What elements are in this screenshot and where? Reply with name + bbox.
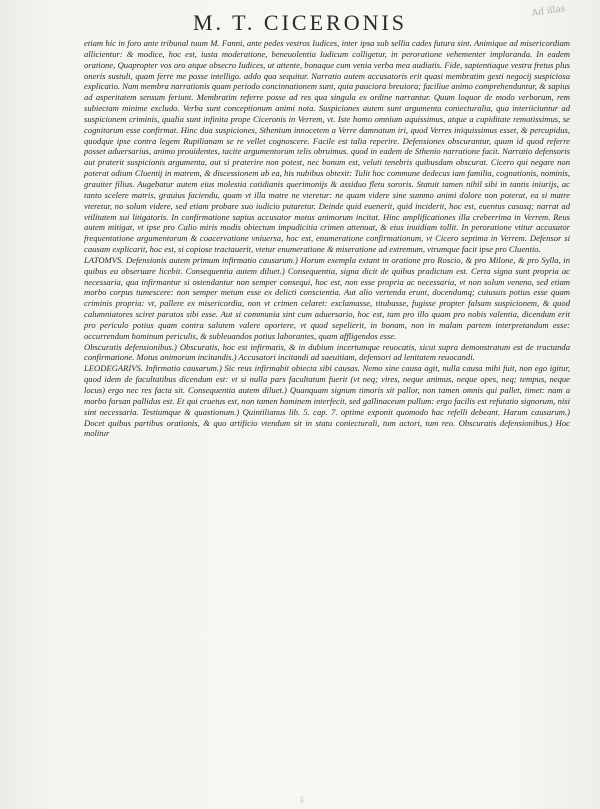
paragraph-3: Obscuratis defensionibus.) Obscuratis, hoc est infirmatis, & in dubium incertumque reuocatis, sicut supra demonstratum est de tractanda confirmatione. Motus animorum incitandis.) Accusatori incitandi ad saeuitiam, defensori ad lenitatem reuocandi. — [84, 341, 570, 363]
paragraph-1: etiam hic in foro ante tribunal tuum M. Fanni, ante pedes vestros Iudices, inter ipsa sub sellia cades futura sint. Animique ad misericordiam allicientur: & modice, hoc est, iusta moderatione, beneuolentia Iudicum colligetur, in peroratione vehementer imploranda. In eadem oratione, Quapropter vos oro atque obsecro Iudices, ut attente, bonaque cum venia verba mea audiatis. Fide, sapientiaque vestra fretus plus oneris sustuli, quam ferre me posse intelligo. addo qua sequitur. Narratio autem accusatoris erit quasi membratim gesti negocij suspiciosa explicatio. Nam membra narrationis quam periodo concinnationem sunt, quia pauciora breuiora; faciliue animo comprehenduntur, & sapius ad asperitatem sensum feriunt. Membratim referre posse ad res qua singula ex ordine narrantur. Quum loquor de modo verborum, rem subiectam minime excludo. Verba sunt conceptionum animi nota. Suspiciones autem sunt argumenta coniecturalia, qua interiiciuntur ad suspicionem criminis, qualia sunt infinita prope Ciceronis in Verrem, vt. Iste homo omnium aquissimus, atque a cupiditate remotissimus, se cognitorum esse confirmat. Hinc dua suspiciones, Sthenium innocetem a Verre damnatum iri, quod Verres iniquissimus esset, & percupidus, quodque ipse contra legem Rupilianam se re vellet cognoscere. Facile est talia reperire. Defensiones obscurantur, quum id quod referre posset aduersarius, animo prouidentes, tacite argumentorum telis obruimus. quod in eadem de Sthenio narratione facit. Narratio defensoris aut praterit suspicionis argumenta, aut si praterire non potest, nec bonum est, veluti tenebris quibusdam obscurat. Cicero qui negare non poterat odium Cluentij in matrem, & discessionem ab ea, his nubibus obtexit: Tulit hoc commune dedecus iam familia, cognationis, nominis, grauiter filius. Augebatur autem eius molestia cotidianis querimonijs & assiduo fletu sororis. Statuit tamen nihil sibi in tantis iniurijs, ac tanto scelere matris, grauius faciendu, quam vt illa matre ne vteretur: ne quam videre sine summo animi dolore non poterat, ea si matre vteretur, no solum videre, sed etiam probare suo iudicio putaretur. Deinde quid euenerit, quid inciderit, hoc est, euentus casusq; narrat ad vtilitatem sui litigatoris. In confirmatione sapius accusator motus animorum incitat. Hinc amplificationes illa creberrima in Verrem. Reus autem mitigat, vt ipse pro Calio miris modis obiectum impudicitia crimen attenuat, & eius inuidiam tollit. In peroratione vtitur accusator frequentatione argumentorum & coacervatione vniuersa, hoc est, enumeratione confirmationum, vt Cicero septima in Verrem. Defensor si causam explicarit, hoc est, si copiose tractauerit, vtetur enumeratione & miseratione ad extremum, vtrumque facit ipse pro Cluentio. — [84, 38, 570, 255]
page-header-title: M. T. CICERONIS — [192, 10, 408, 35]
paragraph-4: LEODEGARIVS. Infirmatio causarum.) Sic reus infirmabit obiecta sibi causas. Nemo sine causa agit, nulla causa mihi fuit, non ego igitur, quod idem de facultatibus dicendum est: vt si nulla pars facultatum fuerit (vt neq; vires, neque animus, neque opes, neq; tempus, neque locus) ergo nec res facta sit. Consequentia autem diluet.) Quanquam signum timoris sit pallor, non tamen omnis qui pallet, timet: nam a morbo forsan pallidus est. Et qui cruetus est, non tamen hominem interfecit, sed gallinaceum pullum: ergo facilis est refutatio signorum, nisi sint necessaria. Testiumque & quastionum.) Quintilianus lib. 5. cap. 7. optime exponit quomodo hac refelli debeant. Harum causarum.) Docet quibus partibus orationis, & quo artificio vtendum sit in statu coniecturali, tum actori, tum reo. Obscuratis defensionibus.) Hoc molitur — [84, 363, 570, 439]
corner-annotation: Ad illas — [531, 4, 567, 19]
commentary-body — [84, 38, 570, 439]
footer-mark: F — [300, 796, 305, 805]
paragraph-2: LATOMVS. Defensionis autem primum infirmatio causarum.) Horum exempla extant in oratione pro Roscio, & pro Milone, & pro Sylla, in quibus ea obseruare licebit. Consequentia autem diluet.) Consequentia, signa dicit de quibus pradictum est. Certa signa sunt propria ac necessaria, qua infirmantur si ostendantur non semper consequi, hoc est, non esse propria ac necessaria, vt non solum veneno, sed etiam morbo corpus tumescere: non semper metum esse ex delicti conscientia. Aut alio vertenda erunt, docendumq; cuiusuis potius esse quam criminis propria: vt, pallere ex misericordia, non vt crimen celaret: exclamasse, titubasse, fugisse propter falsam suspicionem, & quod calumniatores sciret paratos sibi esse. Aut si communia sint cum aduersario, hoc est, tam pro illo quam pro nobis valentia, dicendum erit pro periculo potius quam contra salutem valere oportere, vt quod sepelierit, in bonam, non in malam partem interpretandum esse: occurrendum hominum periculis, & subleuandos potius laborantes, quam affligendos esse. — [84, 254, 570, 341]
